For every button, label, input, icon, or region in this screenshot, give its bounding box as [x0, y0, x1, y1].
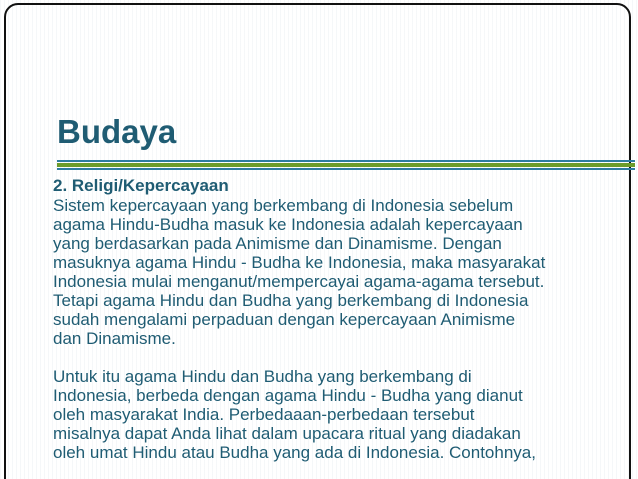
text-line: oleh masyarakat India. Perbedaaan-perbedaan tersebut [53, 405, 475, 424]
text-line: agama Hindu-Budha masuk ke Indonesia adalah kepercayaan [53, 215, 523, 234]
text-line: masuknya agama Hindu - Budha ke Indonesia, maka masyarakat [53, 253, 546, 272]
text-line: sudah mengalami perpaduan dengan kepercayaan Animisme [53, 310, 516, 329]
title-divider-middle [57, 163, 635, 167]
slide-title: Budaya [57, 113, 177, 150]
text-line: Untuk itu agama Hindu dan Budha yang berkembang di [53, 367, 472, 386]
paragraph-1 [53, 196, 613, 348]
text-line: Tetapi agama Hindu dan Budha yang berkembang di Indonesia [53, 291, 529, 310]
section-heading: 2. Religi/Kepercayaan [53, 176, 229, 195]
title-divider-bottom [57, 168, 635, 170]
paragraph-2 [53, 367, 613, 462]
text-line: misalnya dapat Anda lihat dalam upacara ritual yang diadakan [53, 424, 521, 443]
title-divider-top [57, 160, 635, 162]
text-line: oleh umat Hindu atau Budha yang ada di Indonesia. Contohnya, [53, 443, 536, 462]
slide-body [53, 176, 613, 462]
text-line: Sistem kepercayaan yang berkembang di Indonesia sebelum [53, 196, 514, 215]
paragraph-spacer [53, 348, 613, 367]
text-line: Indonesia mulai menganut/mempercayai agama-agama tersebut. [53, 272, 545, 291]
text-line: yang berdasarkan pada Animisme dan Dinamisme. Dengan [53, 234, 502, 253]
text-line: Indonesia, berbeda dengan agama Hindu - Budha yang dianut [53, 386, 523, 405]
text-line: dan Dinamisme. [53, 329, 176, 348]
